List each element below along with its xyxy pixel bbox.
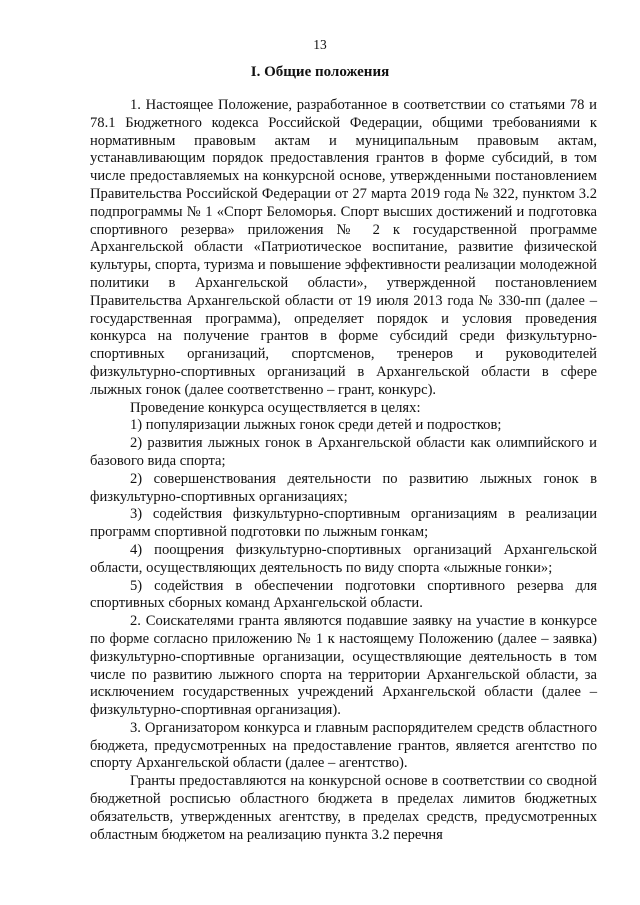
section-title: I. Общие положения: [250, 64, 390, 80]
goal-item-5: 5) содействия в обеспечении подготовки спортивного резерва для спортивных сборных команд Архангельской области.: [90, 577, 597, 612]
page-number: 13: [313, 37, 327, 52]
paragraph-2: 2. Соискателями гранта являются подавшие заявку на участие в конкурсе по форме согласно приложению № 1 к настоящему Положению (далее – заявка) физкультурно-спортивные организации, осуществляющие деятельность в том числе по развитию лыжного спорта на территории Архангельской области, за исключением государственных учреждений Архангельской области (далее – физкультурно-спортивная организация).: [90, 613, 597, 719]
goal-item-1: 1) популяризации лыжных гонок среди детей и подростков;: [130, 417, 502, 434]
document-body: [90, 97, 597, 844]
paragraph-1: 1. Настоящее Положение, разработанное в соответствии со статьями 78 и 78.1 Бюджетного кодекса Российской Федерации, общими требованиями к нормативным правовым актам и муниципальным правовым актам, устанавливающим порядок предоставления грантов в форме субсидий, в том числе предоставляемых на конкурсной основе, утвержденными постановлением Правительства Российской Федерации от 27 марта 2019 года № 322, пунктом 3.2 подпрограммы № 1 «Спорт Беломорья. Спорт высших достижений и подготовка спортивного резерва» приложения № 2 к государственной программе Архангельской области «Патриотическое воспитание, развитие физической культуры, спорта, туризма и повышение эффективности реализации молодежной политики в Архангельской области», утвержденной постановлением Правительства Архангельской области от 19 июля 2013 года № 330-пп (далее – государственная программа), определяет порядок и условия проведения конкурса на получение грантов в форме субсидий среди физкультурно-спортивных организаций, спортсменов, тренеров и руководителей физкультурно-спортивных организаций в Архангельской области в сфере лыжных гонок (далее соответственно – грант, конкурс).: [90, 97, 597, 398]
paragraph-goals-intro: Проведение конкурса осуществляется в целях:: [130, 399, 421, 416]
goal-item-2: 2) развития лыжных гонок в Архангельской области как олимпийского и базового вида спорта;: [90, 435, 597, 469]
paragraph-3: 3. Организатором конкурса и главным распорядителем средств областного бюджета, предусмотренных на предоставление грантов, является агентство по спорту Архангельской области (далее – агентство).: [90, 719, 597, 772]
paragraph-grants: Гранты предоставляются на конкурсной основе в соответствии со сводной бюджетной росписью областного бюджета в пределах лимитов бюджетных обязательств, утвержденных агентству, в пределах средств, предусмотренных областным бюджетом на реализацию пункта 3.2 перечня: [90, 773, 597, 843]
goal-item-4: 4) поощрения физкультурно-спортивных организаций Архангельской области, осуществляющих деятельность по виду спорта «лыжные гонки»;: [90, 541, 597, 576]
goal-item-2-duplicate: 2) совершенствования деятельности по развитию лыжных гонок в физкультурно-спортивных организациях;: [90, 470, 597, 505]
goal-item-3: 3) содействия физкультурно-спортивным организациям в реализации программ спортивной подготовки по лыжным гонкам;: [90, 506, 597, 541]
